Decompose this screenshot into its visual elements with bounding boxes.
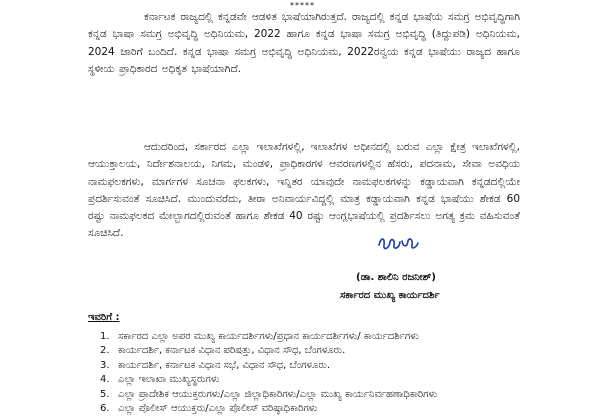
signature-scribble [376, 233, 422, 255]
signatory-designation: ಸರ್ಕಾರದ ಮುಖ್ಯ ಕಾರ್ಯದರ್ಶಿ [340, 290, 440, 301]
list-item: 2. ಕಾರ್ಯದರ್ಶಿ, ಕರ್ನಾಟಕ ವಿಧಾನ ಪರಿಷತ್ತು, ವಿಧಾನ ಸೌಧ, ಬೆಂಗಳೂರು. [100, 345, 346, 357]
list-item: 5. ಎಲ್ಲಾ ಪ್ರಾದೇಶಿಕ ಆಯುಕ್ತರುಗಳು/ಎಲ್ಲಾ ಜಿಲ್ಲಾಧಿಕಾರಿಗಳು/ಎಲ್ಲಾ ಮುಖ್ಯ ಕಾರ್ಯನಿರ್ವಹಣಾಧಿಕಾರಿಗಳು [100, 388, 438, 400]
list-item: 6. ಎಲ್ಲಾ ಪೊಲೀಸ್ ಆಯುಕ್ತರು/ಎಲ್ಲಾ ಪೊಲೀಸ್ ವರಿಷ್ಠಾಧಿಕಾರಿಗಳು [100, 403, 318, 415]
header-separator: ***** [290, 1, 315, 10]
paragraph-official-language: ಕರ್ನಾಟಕ ರಾಜ್ಯದಲ್ಲಿ ಕನ್ನಡವೇ ಆಡಳಿತ ಭಾಷೆಯಾಗಿರುತ್ತದೆ. ರಾಜ್ಯದಲ್ಲಿ ಕನ್ನಡ ಭಾಷೆಯ ಸಮಗ್ರ ಅಭಿವೃದ್ಧಿಗಾಗಿ ಕನ್ನಡ ಭಾಷಾ ಸಮಗ್ರ ಅಭಿವೃದ್ಧಿ ಅಧಿನಿಯಮ, 2022 ಹಾಗೂ ಕನ್ನಡ ಭಾಷಾ ಸಮಗ್ರ ಅಭಿವೃದ್ಧಿ (ತಿದ್ದುಪಡಿ) ಅಧಿನಿಯಮ, 2024 ಜಾರಿಗೆ ಬಂದಿದೆ. ಕನ್ನಡ ಭಾಷಾ ಸಮಗ್ರ ಅಭಿವೃದ್ಧಿ ಅಧಿನಿಯಮ, 2022ರನ್ವಯ ಕನ್ನಡ ಭಾಷೆಯು ರಾಜ್ಯದ ಹಾಗೂ ಸ್ಥಳೀಯ ಪ್ರಾಧಿಕಾರದ ಅಧಿಕೃತ ಭಾಷೆಯಾಗಿದೆ. [88, 11, 520, 75]
list-item: 3. ಕಾರ್ಯದರ್ಶಿ, ಕರ್ನಾಟಕ ವಿಧಾನ ಸಭೆ, ವಿಧಾನ ಸೌಧ, ಬೆಂಗಳೂರು. [100, 359, 331, 371]
list-item: 1. ಸರ್ಕಾರದ ಎಲ್ಲಾ ಅಪರ ಮುಖ್ಯ ಕಾರ್ಯದರ್ಶಿಗಳು/ಪ್ರಧಾನ ಕಾರ್ಯದರ್ಶಿಗಳು/ ಕಾರ್ಯದರ್ಶಿಗಳು [100, 331, 419, 342]
cc-list [100, 330, 437, 416]
list-item: 4. ಎಲ್ಲಾ ಇಲಾಖಾ ಮುಖ್ಯಸ್ಥರುಗಳು [100, 374, 220, 386]
cc-label: ಇವರಿಗೆ : [88, 312, 120, 323]
signatory-name: (ಡಾ. ಶಾಲಿನಿ ರಜನೀಶ್) [356, 272, 436, 283]
paragraph-nameboard-directive: ಆದುದರಿಂದ, ಸರ್ಕಾರದ ಎಲ್ಲಾ ಇಲಾಖೆಗಳಲ್ಲಿ, ಇಲಾಖೆಗಳ ಅಧೀನದಲ್ಲಿ ಬರುವ ಎಲ್ಲಾ ಕ್ಷೇತ್ರ ಇಲಾಖೆಗಳಲ್ಲಿ, ಆಯುಕ್ತಾಲಯ, ನಿರ್ದೇಶನಾಲಯ, ನಿಗಮ, ಮಂಡಳಿ, ಪ್ರಾಧಿಕಾರಗಳ ಆವರಣಗಳಲ್ಲಿನ ಹೆಸರು, ಪದನಾಮ, ಸೇವಾ ಅವಧಿಯ ನಾಮಫಲಕಗಳು, ಮಾರ್ಗಗಳ ಸೂಚನಾ ಫಲಕಗಳು, ಇನ್ನಿತರ ಯಾವುದೇ ನಾಮಫಲಕಗಳನ್ನು ಕಡ್ಡಾಯವಾಗಿ ಕನ್ನಡದಲ್ಲಿಯೇ ಪ್ರದರ್ಶಿಸುವಂತೆ ಸೂಚಿಸಿದೆ. ಮುಂದುವರೆದು, ತೀರಾ ಅನಿವಾರ್ಯವಿದ್ದಲ್ಲಿ ಮಾತ್ರ ಕಡ್ಡಾಯವಾಗಿ ಕನ್ನಡ ಭಾಷೆಯು ಶೇಕಡ 60 ರಷ್ಟು ನಾಮಫಲಕದ ಮೇಲ್ಭಾಗದಲ್ಲಿರುವಂತೆ ಹಾಗೂ ಶೇಕಡ 40 ರಷ್ಟು ಆಂಗ್ಲಭಾಷೆಯಲ್ಲಿ ಪ್ರದರ್ಶಿಸಲು ಅಗತ್ಯ ಕ್ರಮ ವಹಿಸುವಂತೆ ಸೂಚಿಸಿದೆ. [88, 141, 520, 240]
